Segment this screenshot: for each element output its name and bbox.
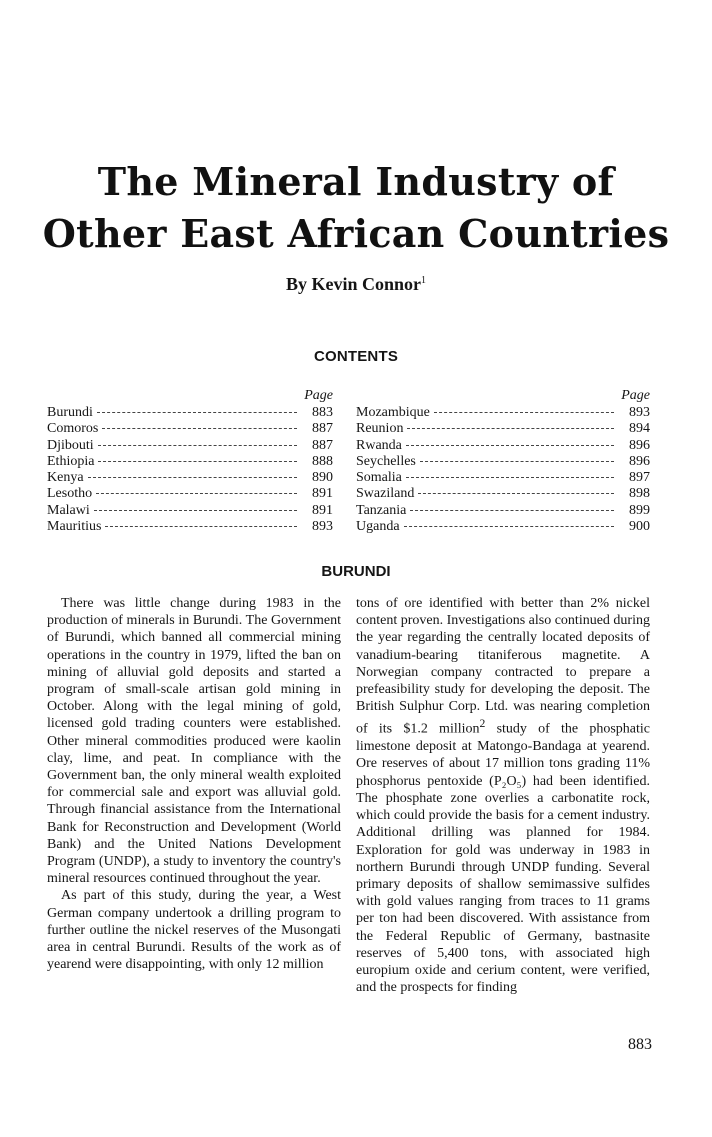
toc-country-name: Tanzania bbox=[356, 502, 407, 518]
toc-country-name: Comoros bbox=[47, 421, 99, 437]
toc-page-number: 896 bbox=[629, 453, 650, 469]
toc-country-name: Kenya bbox=[47, 470, 84, 486]
toc-page-number: 899 bbox=[629, 502, 650, 518]
toc-page-number: 897 bbox=[629, 470, 650, 486]
toc-entry bbox=[47, 405, 333, 421]
toc-entry bbox=[47, 503, 333, 519]
toc-page-number: 896 bbox=[629, 437, 650, 453]
toc-left-column bbox=[47, 387, 333, 535]
toc-page-number: 887 bbox=[312, 437, 333, 453]
toc-right-column bbox=[356, 387, 650, 535]
toc-entry bbox=[47, 519, 333, 535]
toc-dot-leader bbox=[406, 445, 614, 446]
toc-dot-leader bbox=[98, 445, 297, 446]
page-number: 883 bbox=[628, 1036, 652, 1053]
toc-country-name: Uganda bbox=[356, 519, 400, 535]
toc-dot-leader bbox=[410, 510, 614, 511]
toc-dot-leader bbox=[98, 461, 297, 462]
toc-entry bbox=[356, 503, 650, 519]
body-paragraph-continued bbox=[356, 595, 650, 996]
toc-dot-leader bbox=[105, 526, 297, 527]
toc-page-number: 900 bbox=[629, 519, 650, 535]
toc-entry bbox=[356, 519, 650, 535]
toc-country-name: Ethiopia bbox=[47, 453, 95, 469]
chapter-title bbox=[0, 156, 712, 260]
toc-entry bbox=[356, 438, 650, 454]
author-footnote-marker: 1 bbox=[421, 275, 427, 286]
toc-entry bbox=[356, 421, 650, 437]
author-byline bbox=[0, 274, 712, 295]
toc-entry bbox=[47, 470, 333, 486]
toc-right-list bbox=[356, 405, 650, 535]
toc-page-number: 890 bbox=[312, 470, 333, 486]
toc-dot-leader bbox=[102, 428, 297, 429]
body-paragraph: As part of this study, during the year, a West German company undertook a drilling program to further outline the nickel reserves of the Musongati area in central Burundi. Results of the work as of yearend were disappointing, with only 12 million bbox=[47, 888, 341, 973]
toc-country-name: Reunion bbox=[356, 421, 404, 437]
toc-page-number: 894 bbox=[629, 421, 650, 437]
toc-country-name: Seychelles bbox=[356, 453, 416, 469]
toc-page-number: 891 bbox=[312, 502, 333, 518]
toc-page-number: 883 bbox=[312, 405, 333, 420]
toc-country-name: Somalia bbox=[356, 470, 402, 486]
toc-entry bbox=[47, 486, 333, 502]
toc-dot-leader bbox=[94, 510, 297, 511]
toc-page-number: 891 bbox=[312, 486, 333, 502]
author-name: By Kevin Connor bbox=[285, 274, 422, 294]
toc-dot-leader bbox=[418, 493, 614, 494]
toc-entry bbox=[47, 438, 333, 454]
toc-page-number: 898 bbox=[629, 486, 650, 502]
toc-dot-leader bbox=[434, 412, 614, 413]
toc-country-name: Swaziland bbox=[356, 486, 415, 502]
chemical-formula: P₂O₅ bbox=[493, 773, 522, 789]
chapter-title-line-2: Other East African Countries bbox=[42, 211, 670, 256]
toc-entry bbox=[356, 454, 650, 470]
body-text: tons of ore identified with better than 2% nickel content proven. Investigations also continued during the year regarding the centrally located deposits of vanadium-bearing titaniferous magnetite. A Norwegian company contracted to prepare a prefeasibility study for developing the deposit. The British Sulphur Corp. Ltd. was nearing completion of its $1.2 million bbox=[356, 596, 650, 738]
toc-page-number: 887 bbox=[312, 421, 333, 437]
toc-country-name: Djibouti bbox=[47, 437, 94, 453]
section-heading: BURUNDI bbox=[321, 563, 391, 580]
cost-footnote-marker: 2 bbox=[479, 717, 486, 731]
toc-entry bbox=[356, 470, 650, 486]
toc-dot-leader bbox=[88, 477, 297, 478]
toc-entry bbox=[356, 486, 650, 502]
toc-page-number: 893 bbox=[629, 405, 650, 420]
toc-left-list bbox=[47, 405, 333, 535]
toc-country-name: Malawi bbox=[47, 502, 90, 518]
toc-dot-leader bbox=[406, 477, 614, 478]
toc-country-name: Mozambique bbox=[356, 405, 430, 420]
body-text: ) had been identified. The phosphate zone overlies a carbonatite rock, which could provide the basis for a cement industry. Additional drilling was planned for 1984. Exploration for gold was underway in 1983 in northern Burundi through UNDP funding. Several primary deposits of shallow semimassive sulfides with gold values ranging from traces to 11 grams per ton had been discovered. With assistance from the Federal Republic of Germany, bastnasite reserves of 5,400 tons, with associated high europium oxide and cerium content, were verified, and the prospects for finding bbox=[356, 773, 650, 996]
toc-entry bbox=[47, 454, 333, 470]
contents-heading: CONTENTS bbox=[313, 348, 399, 365]
toc-country-name: Mauritius bbox=[47, 519, 102, 535]
chapter-title-line-1: The Mineral Industry of bbox=[97, 159, 615, 204]
toc-entry bbox=[356, 405, 650, 421]
toc-country-name: Burundi bbox=[47, 405, 93, 420]
toc-dot-leader bbox=[96, 493, 297, 494]
toc-page-label: Page bbox=[304, 388, 333, 403]
toc-dot-leader bbox=[407, 428, 614, 429]
body-text: study of the phosphatic limestone deposit at Matongo-Bandaga at yearend. Ore reserves of about 17 million tons grading 11% phosphorus pentoxide ( bbox=[356, 722, 650, 789]
toc-country-name: Rwanda bbox=[356, 437, 402, 453]
toc-country-name: Lesotho bbox=[47, 486, 93, 502]
toc-dot-leader bbox=[404, 526, 614, 527]
toc-page-label: Page bbox=[621, 388, 650, 403]
toc-dot-leader bbox=[97, 412, 297, 413]
body-column-left bbox=[47, 595, 341, 973]
body-paragraph: There was little change during 1983 in the production of minerals in Burundi. The Government of Burundi, which banned all commercial mining operations in the country in 1979, lifted the ban on mining of alluvial gold deposits and started a program of small-scale artisan gold mining in October. Along with the legal mining of gold, licensed gold trading counters were established. Other mineral commodities produced were kaolin clay, lime, and peat. In compliance with the Government ban, the only mineral wealth exploited for commercial sale and export was alluvial gold. Through financial assistance from the International Bank for Reconstruction and Development (World Bank) and the United Nations Development Program (UNDP), a study to inventory the country's mineral resources continued throughout the year. bbox=[47, 596, 341, 887]
toc-page-number: 888 bbox=[312, 453, 333, 469]
toc-dot-leader bbox=[420, 461, 614, 462]
body-column-right bbox=[356, 595, 650, 996]
toc-page-number: 893 bbox=[312, 519, 333, 535]
toc-entry bbox=[47, 421, 333, 437]
